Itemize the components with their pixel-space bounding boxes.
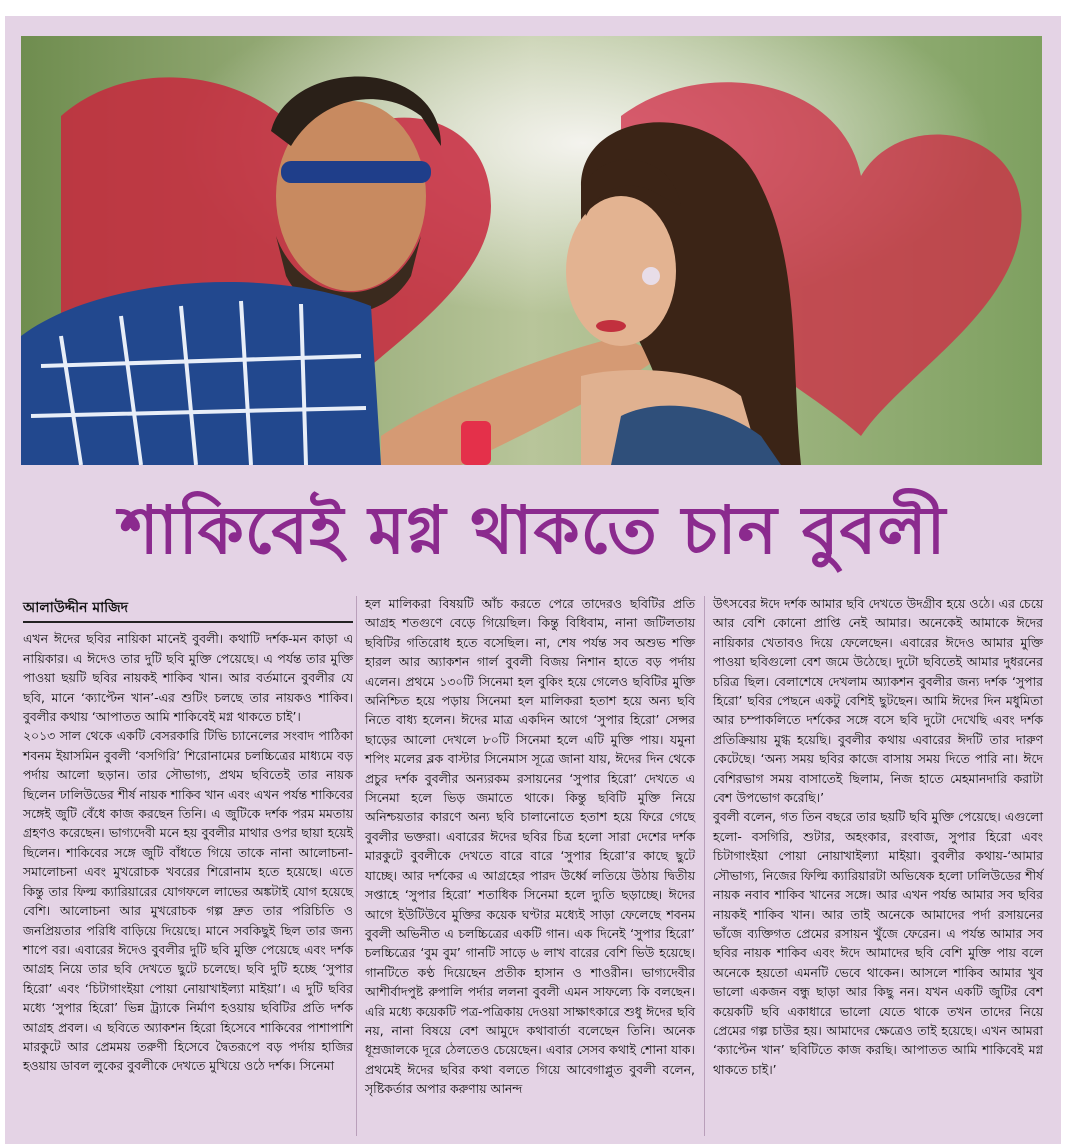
byline: আলাউদ্দীন মাজিদ	[23, 599, 353, 623]
photo-illustration	[21, 36, 1042, 465]
paragraph: হল মালিকরা বিষয়টি আঁচ করতে পেরে তাদেরও ছবিটির প্রতি আগ্রহ শতগুণে বেড়ে গিয়েছিল। কিন্তু বিধিবাম, নানা জটিলতায় ছবিটির গতিরোধ হতে বসেছিল। না, শেষ পর্যন্ত সব অশুভ শক্তি হারল আর অ্যাকশন গার্ল বুবলী বিজয় নিশান হাতে বড় পর্দায় এলেন। প্রথমে ১৩০টি সিনেমা হল বুকিং হয়ে গেলেও ছবিটির মুক্তি অনিশ্চিত হয়ে পড়ায় সিনেমা হল মালিকরা হতাশ হয়ে অন্য ছবি নিতে বাধ্য হলেন। ঈদের মাত্র একদিন আগে ‘সুপার হিরো’ সেন্সর ছাড়ের আলো দেখলে ৮০টি সিনেমা হলে এটি মুক্তি পায়। যমুনা শপিং মলের ব্লক বাস্টার সিনেমাস সূত্রে জানা যায়, ঈদের দিন থেকে প্রচুর দর্শক বুবলীর অন্যরকম রসায়নের ‘সুপার হিরো’ দেখতে এ সিনেমা হলে ভিড় জমাতে থাকে। কিন্তু ছবিটি মুক্তি নিয়ে অনিশ্চয়তার কারণে অন্য ছবি চালানোতে হতাশ হয়ে ফিরে গেছে বুবলীর ভক্তরা। এবারের ঈদের ছবির চিত্র হলো সারা দেশের দর্শক মারকুটে বুবলীকে দেখতে বারে বারে ‘সুপার হিরো’র কাছে ছুটে যাচ্ছে। আর দর্শকের এ আগ্রহের পারদ উর্ধ্বে লতিয়ে উঠায় দ্বিতীয় সপ্তাহে ‘সুপার হিরো’ শতাধিক সিনেমা হলে দ্যুতি ছড়াচ্ছে। ঈদের আগে ইউটিউবে মুক্তির কয়েক ঘণ্টার মধ্যেই সাড়া ফেলেছে শবনম বুবলী অভিনীত এ চলচ্চিত্রের একটি গান। এক দিনেই ‘সুপার হিরো’ চলচ্চিত্রের ‘বুম বুম’ গানটি সাড়ে ৬ লাখ বারের বেশি ভিউ হয়েছে। গানটিতে কণ্ঠ দিয়েছেন প্রতীক হাসান ও শাওরীন। ভাগ্যদেবীর আশীর্বাদপুষ্ট রুপালি পর্দার ললনা বুবলী এমন সাফল্যে কি বলছেন। এরি মধ্যে কয়েকটি পত্র-পত্রিকায় দেওয়া সাক্ষাৎকারে শুধু ঈদের ছবি নয়, নানা বিষয়ে বেশ আমুদে কথাবার্তা বলেছেন তিনি। অনেক ধূম্রজালকে দূরে ঠেলতেও চেয়েছেন। এবার সেসব কথাই শোনা যাক। প্রথমেই ঈদের ছবির কথা বলতে গিয়ে আবেগাপ্লুত বুবলী বলেন, সৃষ্টিকর্তার অপার করুণায় আনন্দ	[365, 596, 696, 1097]
article-column-3	[713, 594, 1043, 1079]
article-photo	[21, 36, 1042, 465]
paragraph: বুবলী বলেন, গত তিন বছরে তার ছয়টি ছবি মুক্তি পেয়েছে। এগুলো হলো- বসগিরি, শুটার, অহংকার, রংবাজ, সুপার হিরো এবং চিটাগাংইয়া পোয়া নোয়াখাইল্যা মাইয়া। বুবলীর কথায়-‘আমার সৌভাগ্য, নিজের ফিল্মি ক্যারিয়ারটা অভিষেক হলো ঢালিউডের শীর্ষ নায়ক নবাব শাকিব খানের সঙ্গে। আর এখন পর্যন্ত আমার সব ছবির নায়কই শাকিব খান। আর তাই অনেকে আমাদের পর্দা রসায়নের ভাঁজে ব্যক্তিগত প্রেমের রসায়ন খুঁজে ফেরেন। এ পর্যন্ত আমার সব ছবির নায়ক শাকিব এবং ঈদে আমাদের ছবি বেশি মুক্তি পায় বলে অনেকে হয়তো এমনটি ভেবে থাকেন। আসলে শাকিব আমার খুব ভালো একজন বন্ধু ছাড়া আর কিছু নন। যখন একটি জুটির বেশ কয়েকটি ছবি একাধারে ভালো যেতে থাকে তখন তাদের নিয়ে প্রেমের গল্প চাউর হয়। আমাদের ক্ষেত্রেও তাই হয়েছে। এখন আমরা ‘ক্যাপ্টেন খান’ ছবিটিতে কাজ করছি। আপাতত আমি শাকিবেই মগ্ন থাকতে চাই।’	[713, 809, 1043, 1077]
paragraph: এখন ঈদের ছবির নায়িকা মানেই বুবলী। কথাটি দর্শক-মন কাড়া এ নায়িকার। এ ঈদেও তার দুটি ছবি মুক্তি পেয়েছে। এ পর্যন্ত তার মুক্তি পাওয়া ছয়টি ছবির নায়কই শাকিব খান। আর বর্তমানে বুবলীর যে ছবি, মানে ‘ক্যাপ্টেন খান’-এর শুটিং চলছে তার নায়কও শাকিব। বুবলীর কথায় ‘আপাতত আমি শাকিবেই মগ্ন থাকতে চাই’।	[23, 631, 353, 725]
paragraph: ২০১৩ সাল থেকে একটি বেসরকারি টিভি চ্যানেলের সংবাদ পাঠিকা শবনম ইয়াসমিন বুবলী ‘বসগিরি’ শিরোনামের চলচ্চিত্রের মাধ্যমে বড় পর্দায় আলো ছড়ান। তার সৌভাগ্য, প্রথম ছবিতেই তার নায়ক ছিলেন ঢালিউডের শীর্ষ নায়ক শাকিব খান এবং এখন পর্যন্ত শাকিবের সঙ্গেই জুটি বেঁধে কাজ করছেন তিনি। এ জুটিকে দর্শক পরম মমতায় গ্রহণও করেছেন। ভাগ্যদেবী মনে হয় বুবলীর মাথার ওপর ছায়া হয়েই ছিলেন। শাকিবের সঙ্গে জুটি বাঁধতে গিয়ে তাকে নানা আলোচনা-সমালোচনা এবং মুখরোচক খবরের শিরোনাম হতে হয়েছে। এতে কিন্তু তার ফিল্ম ক্যারিয়ারের যোগফলে লাভের অঙ্কটাই যোগ হয়েছে বেশি। আলোচনা আর মুখরোচক গল্প দ্রুত তার পরিচিতি ও জনপ্রিয়তার পরিধি বাড়িয়ে দিয়েছে। মানে সবকিছুই ছিল তার জন্য শাপে বর। এবারের ঈদেও বুবলীর দুটি ছবি মুক্তি পেয়েছে এবং দর্শক আগ্রহ নিয়ে তার ছবি দেখতে ছুটে চলেছে। ছবি দুটি হচ্ছে ‘সুপার হিরো’ এবং ‘চিটাগাংইয়া পোয়া নোয়াখাইল্যা মাইয়া’। এ দুটি ছবির মধ্যে ‘সুপার হিরো’ ভিন্ন ট্র্যাকে নির্মাণ হওয়ায় ছবিটির প্রতি দর্শক আগ্রহ প্রবল। এ ছবিতে অ্যাকশন হিরো হিসেবে শাকিবের পাশাপাশি মারকুটে আর প্রেমময় তরুণী হিসেবে দ্বৈতরূপে বড় পর্দায় হাজির হওয়ায় ডাবল লুকের বুবলীকে দেখতে মুখিয়ে ওঠে দর্শক। সিনেমা	[23, 728, 353, 1074]
column-divider	[356, 596, 357, 1136]
article-column-1	[23, 598, 353, 1076]
column-divider	[704, 596, 705, 1136]
paragraph: উৎসবের ঈদে দর্শক আমার ছবি দেখতে উদগ্রীব হয়ে ওঠে। এর চেয়ে আর বেশি কোনো প্রাপ্তি নেই আমার। অনেকেই আমাকে ঈদের নায়িকার খেতাবও দিয়ে ফেলেছেন। এবারের ঈদেও আমার মুক্তি পাওয়া ছবিগুলো বেশ জমে উঠেছে। দুটো ছবিতেই আমার দুধরনের চরিত্র ছিল। বেলাশেষে দেখলাম অ্যাকশন বুবলীর জন্য দর্শক ‘সুপার হিরো’ ছবির পেছনে একটু বেশিই ছুটছেন। আমি ঈদের দিন মধুমিতা আর চম্পাকলিতে দর্শকের সঙ্গে বসে ছবি দুটো দেখেছি এবং দর্শক প্রতিক্রিয়ায় মুগ্ধ হয়েছি। বুবলীর কথায় এবারের ঈদটি তার দারুণ কেটেছে। ‘অন্য সময় ছবির কাজে বাসায় সময় দিতে পারি না। ঈদে বেশিরভাগ সময় বাসাতেই ছিলাম, নিজ হাতে মেহমানদারি করাটা বেশ উপভোগ করেছি।’	[713, 596, 1043, 806]
article-headline: শাকিবেই মগ্ন থাকতে চান বুবলী	[119, 492, 947, 569]
article-column-2	[365, 594, 695, 1099]
newspaper-page	[5, 16, 1061, 1144]
